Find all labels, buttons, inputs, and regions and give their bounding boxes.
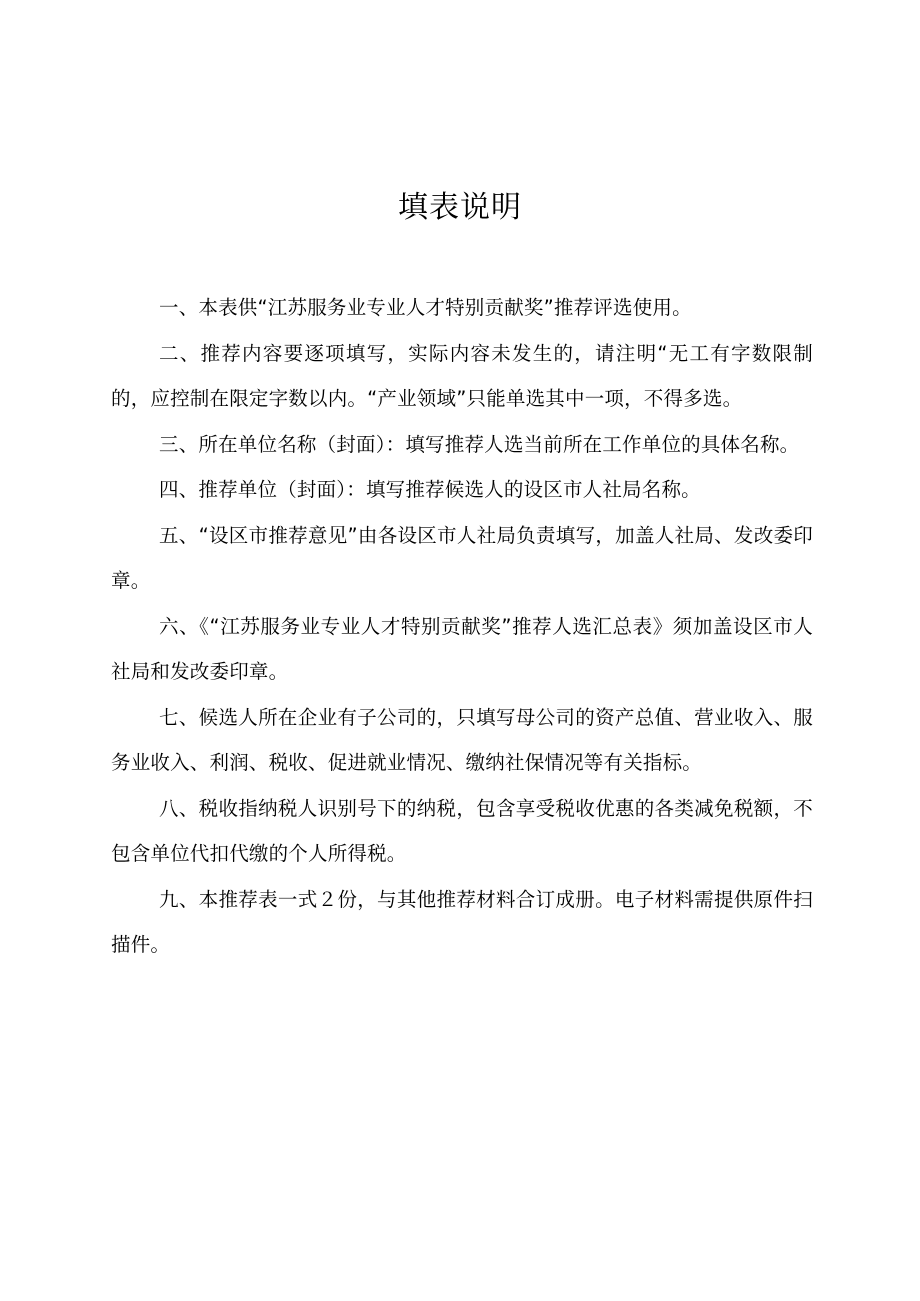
- instruction-paragraph-7: 七、候选人所在企业有子公司的，只填写母公司的资产总值、营业收入、服务业收入、利润、税收、促进就业情况、缴纳社保情况等有关指标。: [111, 705, 813, 774]
- instruction-paragraph-9: 九、本推荐表一式２份，与其他推荐材料合订成册。电子材料需提供原件扫描件。: [111, 887, 813, 956]
- instruction-paragraph-5: 五、“设区市推荐意见”由各设区市人社局负责填写，加盖人社局、发改委印章。: [111, 523, 813, 592]
- instruction-paragraph-4: 四、推荐单位（封面）：填写推荐候选人的设区市人社局名称。: [159, 478, 701, 501]
- instruction-paragraph-2: 二、推荐内容要逐项填写，实际内容未发生的，请注明“无工有字数限制的，应控制在限定字数以内。“产业领域”只能单选其中一项，不得多选。: [111, 341, 813, 410]
- instruction-paragraph-3: 三、所在单位名称（封面）：填写推荐人选当前所在工作单位的具体名称。: [159, 432, 800, 456]
- instruction-paragraph-6: 六、《“江苏服务业专业人才特别贡献奖”推荐人选汇总表》须加盖设区市人社局和发改委印章。: [111, 614, 813, 683]
- instruction-paragraph-8: 八、税收指纳税人识别号下的纳税，包含享受税收优惠的各类减免税额，不包含单位代扣代缴的个人所得税。: [111, 796, 813, 865]
- instructions-body: [111, 285, 813, 968]
- page-title: 填表说明: [398, 190, 522, 225]
- instruction-paragraph-1: 一、本表供“江苏服务业专业人才特别贡献奖”推荐评选使用。: [159, 296, 692, 319]
